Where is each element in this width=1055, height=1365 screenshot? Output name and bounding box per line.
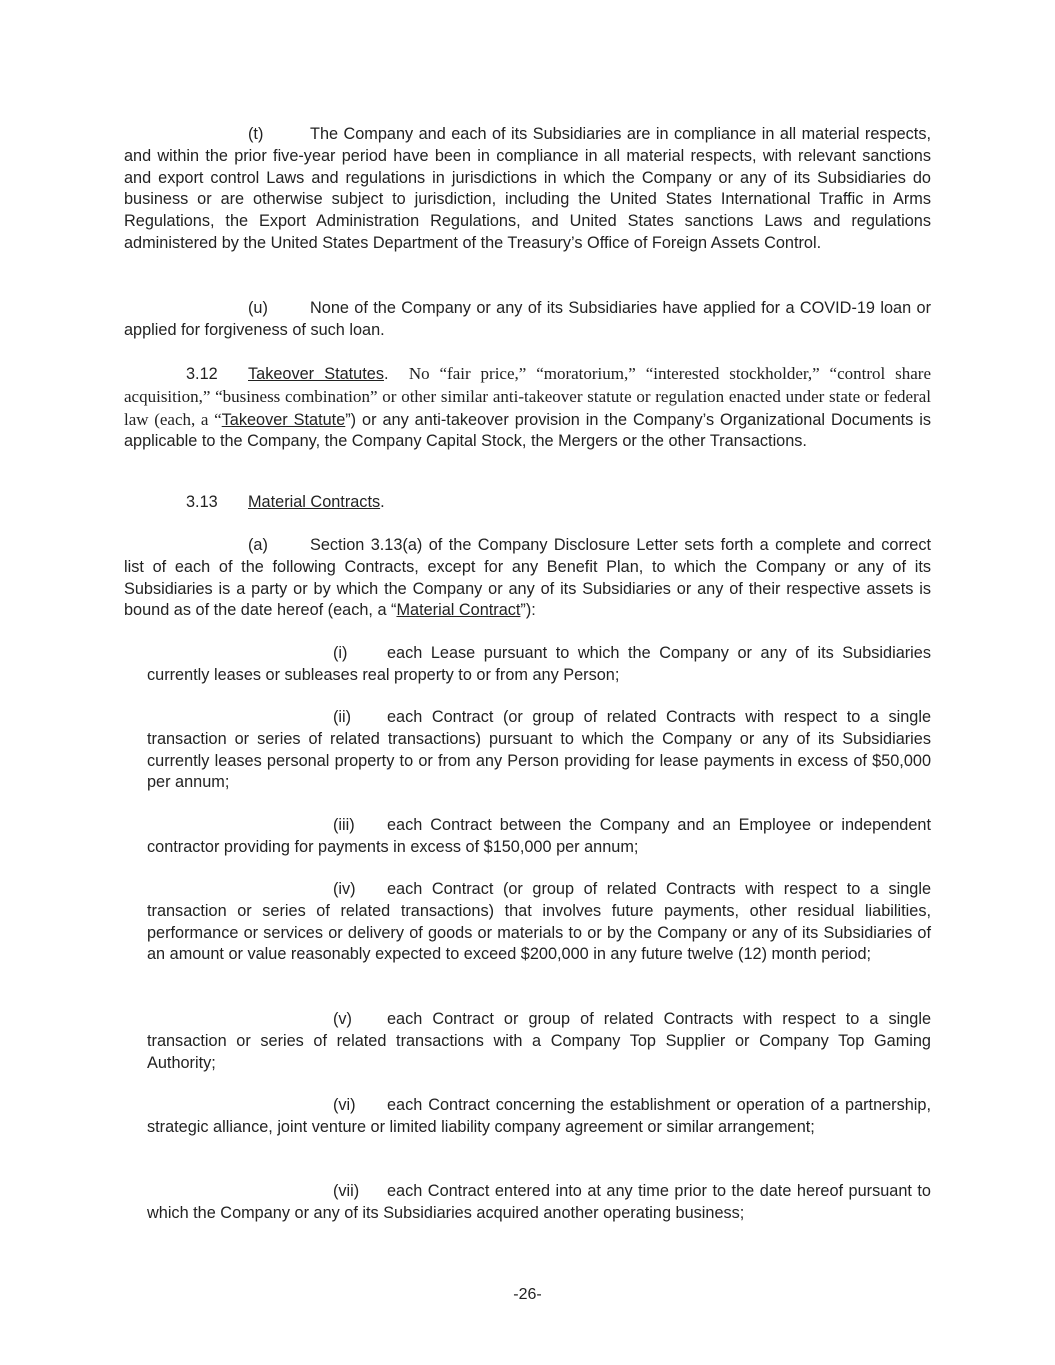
- list-item-text: each Contract or group of related Contracts with respect to a single transaction or series of related transactions with a Company Top Supplier or Company Top Gaming Authority;: [147, 1010, 931, 1072]
- paragraph-label: (a): [248, 536, 268, 554]
- list-item-label: (vi): [333, 1096, 356, 1114]
- paragraph-u: [124, 298, 931, 342]
- list-item-label: (vii): [333, 1182, 360, 1200]
- paragraph-text: None of the Company or any of its Subsidiaries have applied for a COVID-19 loan or applied for forgiveness of such loan.: [124, 299, 931, 339]
- page-number: -26-: [513, 1286, 542, 1303]
- section-3-12: [124, 363, 931, 453]
- list-item-text: each Contract between the Company and an Employee or independent contractor providing for payments in excess of $150,000 per annum;: [147, 816, 931, 856]
- list-item-v: [147, 1009, 931, 1074]
- section-3-13: [124, 492, 931, 514]
- paragraph-t: [124, 124, 931, 255]
- paragraph-a: [124, 535, 931, 622]
- list-item-text: each Contract entered into at any time prior to the date hereof pursuant to which the Company or any of its Subsidiaries acquired another operating business;: [147, 1182, 931, 1222]
- section-number: 3.12: [186, 365, 218, 383]
- list-item-label: (iii): [333, 816, 355, 834]
- list-item-vi: [147, 1095, 931, 1139]
- paragraph-text-before: Section 3.13(a) of the Company Disclosure Letter sets forth a complete and correct list of each of the following Contracts, except for any Benefit Plan, to which the Company or any of its Subsidiaries is a party or by which the Company or any of its Subsidiaries or any of their respective assets is bound as of the date hereof (each, a “: [124, 536, 931, 620]
- section-heading-end: .: [383, 365, 389, 383]
- list-item-ii: [147, 707, 931, 794]
- paragraph-label: (t): [248, 125, 264, 143]
- section-text-after: ”) or any anti-takeover provision in the Company’s Organizational Documents is applicable to the Company, the Company Capital Stock, the Mergers or the other Transactions.: [124, 410, 931, 451]
- paragraph-label: (u): [248, 299, 268, 317]
- list-item-iv: [147, 879, 931, 966]
- list-item-label: (ii): [333, 708, 352, 726]
- section-heading: Takeover Statutes: [248, 365, 384, 383]
- defined-term: Material Contract: [396, 601, 521, 620]
- defined-term: Takeover Statute: [221, 410, 346, 429]
- section-text-before: No “fair price,” “moratorium,” “interested stockholder,” “control share acquisition,” “business combination” or other similar anti-takeover statute or regulation enacted under state or federal law (each, a “: [124, 364, 931, 429]
- section-heading: Material Contracts: [248, 493, 381, 511]
- paragraph-text-after: ”):: [520, 601, 536, 620]
- list-item-label: (v): [333, 1010, 352, 1028]
- list-item-label: (i): [333, 644, 348, 662]
- list-item-vii: [147, 1181, 931, 1225]
- paragraph-text: The Company and each of its Subsidiaries are in compliance in all material respects, and within the prior five-year period have been in compliance in all material respects, with relevant sanctions and export control Laws and regulations in jurisdictions in which the Company or any of its Subsidiaries do business or are otherwise subject to jurisdiction, including the United States International Traffic in Arms Regulations, the Export Administration Regulations, and United States sanctions Laws and regulations administered by the United States Department of the Treasury’s Office of Foreign Assets Control.: [124, 125, 931, 252]
- section-heading-end: .: [380, 493, 385, 511]
- list-item-text: each Contract concerning the establishment or operation of a partnership, strategic alliance, joint venture or limited liability company agreement or similar arrangement;: [147, 1096, 931, 1136]
- list-item-iii: [147, 815, 931, 859]
- list-item-text: each Contract (or group of related Contracts with respect to a single transaction or series of related transactions) that involves future payments, other residual liabilities, performance or services or delivery of goods or materials to or by the Company or any of its Subsidiaries of an amount or value reasonably expected to exceed $200,000 in any future twelve (12) month period;: [147, 880, 931, 964]
- section-number: 3.13: [186, 493, 218, 511]
- list-item-text: each Contract (or group of related Contracts with respect to a single transaction or series of related transactions) pursuant to which the Company or any of its Subsidiaries currently leases personal property to or from any Person providing for lease payments in excess of $50,000 per annum;: [147, 708, 931, 792]
- list-item-i: [147, 643, 931, 687]
- list-item-text: each Lease pursuant to which the Company or any of its Subsidiaries currently leases or subleases real property to or from any Person;: [147, 644, 931, 684]
- list-item-label: (iv): [333, 880, 356, 898]
